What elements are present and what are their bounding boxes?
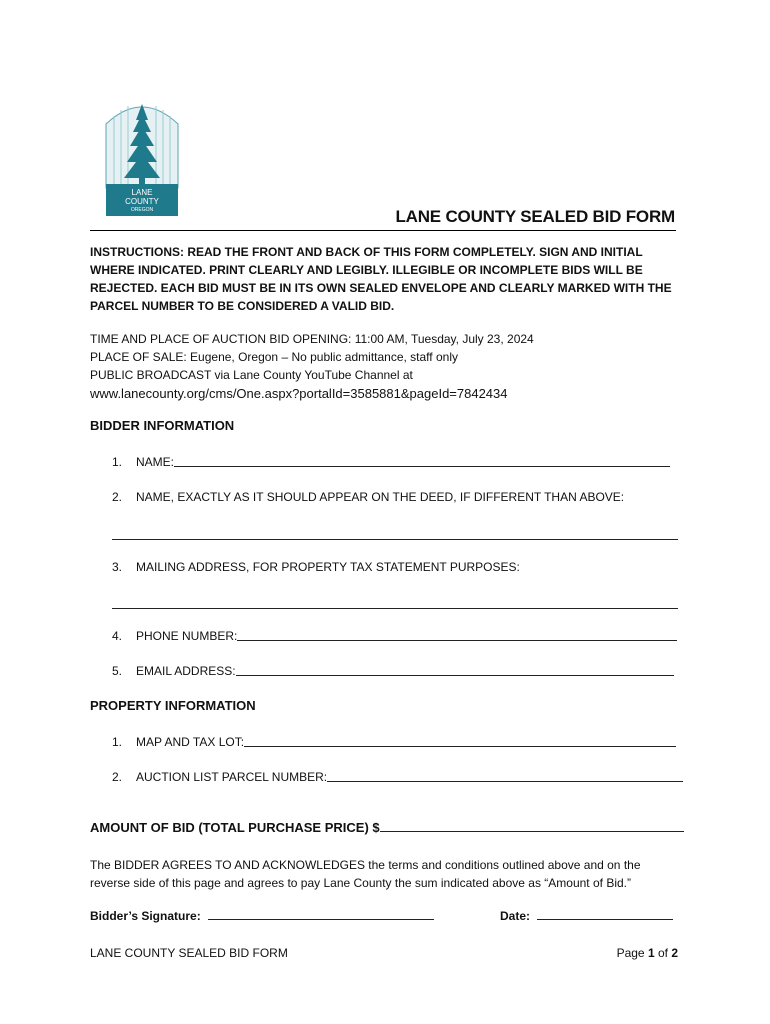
page-number [617, 946, 678, 960]
date-label: Date: [500, 909, 531, 923]
item-number: 2. [112, 490, 123, 504]
map-tax-lot-fill-line[interactable] [244, 735, 676, 747]
signature-label: Bidder’s Signature: [90, 909, 201, 923]
field-label: MAILING ADDRESS, FOR PROPERTY TAX STATEMENT PURPOSES: [136, 560, 520, 574]
field-label: AUCTION LIST PARCEL NUMBER: [136, 770, 328, 784]
amount-fill-line[interactable] [380, 820, 684, 832]
item-number: 1. [112, 455, 123, 469]
signature-fill-line[interactable] [208, 908, 434, 920]
logo-line-lane: LANE [131, 188, 153, 197]
footer-form-name: LANE COUNTY SEALED BID FORM [90, 946, 288, 960]
page-title: LANE COUNTY SEALED BID FORM [395, 207, 675, 226]
date-fill-line[interactable] [537, 908, 673, 920]
deed-name-fill-line[interactable] [112, 539, 678, 540]
amount-of-bid-field[interactable] [90, 820, 684, 835]
parcel-number-field[interactable] [112, 770, 683, 784]
parcel-number-fill-line[interactable] [327, 770, 683, 782]
auction-time-place: TIME AND PLACE OF AUCTION BID OPENING: 11:00 AM, Tuesday, July 23, 2024 [90, 332, 534, 346]
deed-name-field [112, 490, 624, 504]
phone-fill-line[interactable] [237, 629, 677, 641]
public-broadcast: PUBLIC BROADCAST via Lane County YouTube Channel at [90, 368, 413, 382]
bidder-name-field[interactable] [112, 455, 670, 469]
name-fill-line[interactable] [174, 455, 670, 467]
field-label: NAME: [136, 455, 175, 469]
email-fill-line[interactable] [236, 664, 674, 676]
item-number: 1. [112, 735, 123, 749]
page-prefix: Page [616, 946, 648, 960]
item-number: 3. [112, 560, 123, 574]
lane-county-logo [104, 96, 180, 216]
auction-info [90, 330, 534, 404]
field-label: NAME, EXACTLY AS IT SHOULD APPEAR ON THE DEED, IF DIFFERENT THAN ABOVE: [136, 490, 625, 504]
page-total: 2 [671, 946, 678, 960]
title-rule [90, 230, 676, 231]
field-label: EMAIL ADDRESS: [136, 664, 236, 678]
page-of: of [654, 946, 672, 960]
signature-field[interactable] [90, 908, 434, 923]
logo-line-oregon: OREGON [130, 207, 154, 213]
page-current: 1 [647, 946, 655, 960]
agreement-text: The BIDDER AGREES TO AND ACKNOWLEDGES the terms and conditions outlined above and on the reverse side of this page and agrees to pay Lane County the sum indicated above as “Amount of Bid.” [90, 858, 641, 890]
mailing-address-field [112, 560, 520, 574]
property-info-heading: PROPERTY INFORMATION [90, 698, 256, 713]
field-label: MAP AND TAX LOT: [136, 735, 245, 749]
field-label: PHONE NUMBER: [136, 629, 238, 643]
phone-number-field[interactable] [112, 629, 677, 643]
map-tax-lot-field[interactable] [112, 735, 676, 749]
date-field[interactable] [500, 908, 673, 923]
item-number: 4. [112, 629, 123, 643]
logo-line-county: COUNTY [125, 197, 159, 206]
item-number: 5. [112, 664, 123, 678]
instructions: INSTRUCTIONS: READ THE FRONT AND BACK OF THIS FORM COMPLETELY. SIGN AND INITIAL WHERE INDICATED. PRINT CLEARLY AND LEGIBLY. ILLEGIBLE OR INCOMPLETE BIDS WILL BE REJECTED. EACH BID MUST BE IN ITS OWN SEALED ENVELOPE AND CLEARLY MARKED WITH THE PARCEL NUMBER TO BE CONSIDERED A VALID BID. [90, 245, 672, 313]
bidder-info-heading: BIDDER INFORMATION [90, 418, 235, 433]
email-address-field[interactable] [112, 664, 674, 678]
amount-of-bid-label: AMOUNT OF BID (TOTAL PURCHASE PRICE) $ [90, 820, 380, 835]
broadcast-url[interactable]: www.lanecounty.org/cms/One.aspx?portalId=3585881&pageId=7842434 [90, 386, 508, 401]
item-number: 2. [112, 770, 123, 784]
place-of-sale: PLACE OF SALE: Eugene, Oregon – No public admittance, staff only [90, 350, 458, 364]
mailing-address-fill-line[interactable] [112, 608, 678, 609]
